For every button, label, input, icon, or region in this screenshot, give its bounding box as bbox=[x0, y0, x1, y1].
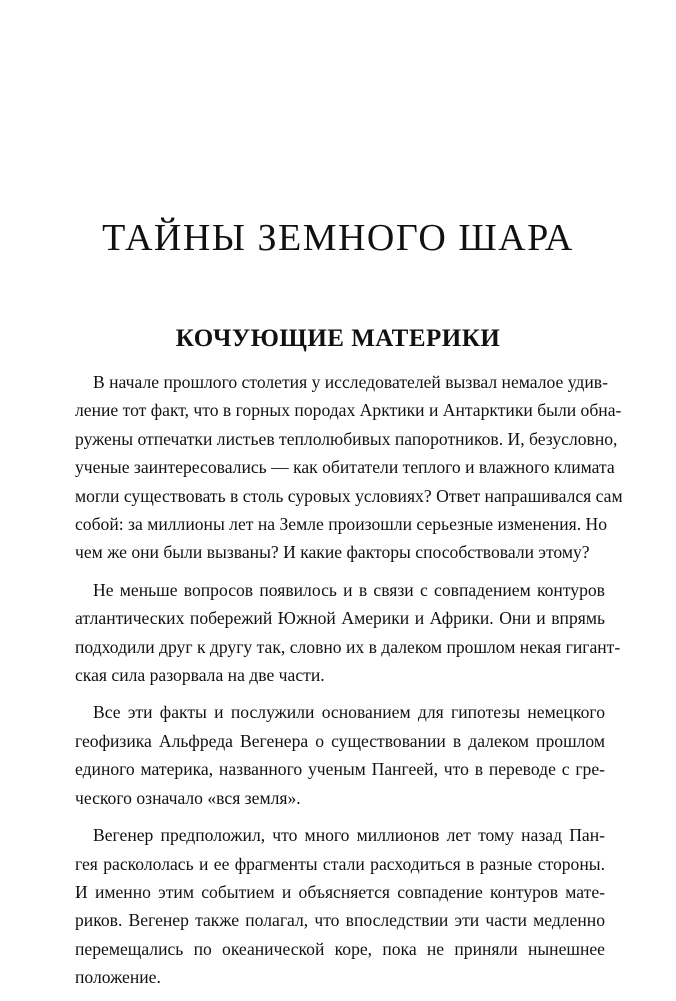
paragraph-2 bbox=[75, 576, 621, 690]
text-line: гея раскололась и ее фрагменты стали расходиться в разные стороны. bbox=[75, 853, 605, 874]
text-line: В начале прошлого столетия у исследователей вызвал немалое удив- bbox=[93, 372, 608, 392]
text-line: геофизика Альфреда Вегенера о существовании в далеком прошлом bbox=[75, 730, 605, 751]
text-line: положение. bbox=[75, 967, 161, 988]
section-title: КОЧУЮЩИЕ МАТЕРИКИ bbox=[175, 325, 501, 352]
text-line: ление тот факт, что в горных породах Арктики и Антарктики были обна- bbox=[75, 400, 622, 421]
text-line: собой: за миллионы лет на Земле произошли серьезные изменения. Но bbox=[75, 514, 607, 535]
text-line: ская сила разорвала на две части. bbox=[75, 665, 325, 686]
text-line: Вегенер предположил, что много миллионов лет тому назад Пан- bbox=[93, 825, 605, 846]
text-line: чем же они были вызваны? И какие факторы способствовали этому? bbox=[75, 542, 590, 563]
text-line: ученые заинтересовались — как обитатели теплого и влажного климата bbox=[75, 457, 615, 478]
paragraph-1 bbox=[75, 368, 623, 567]
text-line: ружены отпечатки листьев теплолюбивых папоротников. И, безусловно, bbox=[75, 428, 618, 449]
text-line: Все эти факты и послужили основанием для гипотезы немецкого bbox=[93, 702, 605, 723]
text-line: риков. Вегенер также полагал, что впоследствии эти части медленно bbox=[75, 910, 605, 931]
paragraph-3 bbox=[75, 698, 605, 812]
text-line: ческого означало «вся земля». bbox=[75, 787, 301, 808]
text-line: И именно этим событием и объясняется совпадение контуров мате- bbox=[75, 881, 605, 902]
text-line: единого материка, названного ученым Пангеей, что в переводе с гре- bbox=[75, 759, 605, 780]
text-line: могли существовать в столь суровых условиях? Ответ напрашивался сам bbox=[75, 485, 623, 506]
text-line: Не меньше вопросов появилось и в связи с совпадением контуров bbox=[93, 579, 605, 600]
text-line: подходили друг к другу так, словно их в далеком прошлом некая гигант- bbox=[75, 636, 621, 657]
chapter-title: ТАЙНЫ ЗЕМНОГО ШАРА bbox=[102, 217, 574, 259]
paragraph-4 bbox=[75, 821, 605, 991]
text-line: атлантических побережий Южной Америки и Африки. Они и впрямь bbox=[75, 608, 605, 629]
body-text bbox=[75, 368, 623, 1001]
text-line: перемещались по океанической коре, пока не приняли нынешнее bbox=[75, 938, 605, 959]
